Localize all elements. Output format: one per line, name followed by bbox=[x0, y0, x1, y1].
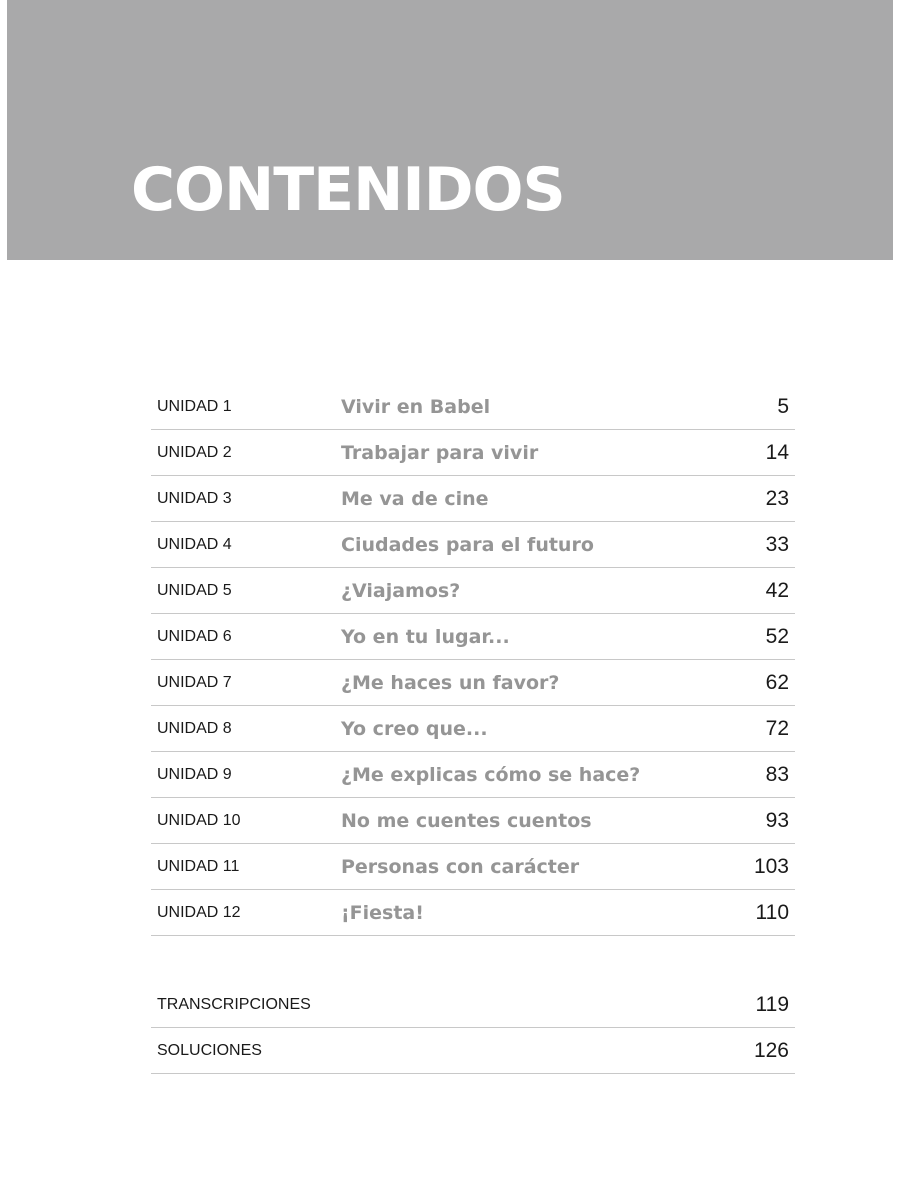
unit-title: Ciudades para el futuro bbox=[341, 534, 594, 556]
unit-title: ¿Me haces un favor? bbox=[341, 672, 560, 694]
unit-title: Vivir en Babel bbox=[341, 396, 491, 418]
toc-extras bbox=[151, 982, 795, 1074]
toc-row-unit-8[interactable] bbox=[151, 706, 795, 752]
page-number: 52 bbox=[765, 625, 789, 648]
section-label: TRANSCRIPCIONES bbox=[157, 996, 311, 1013]
page-number: 5 bbox=[777, 395, 789, 418]
toc-row-unit-7[interactable] bbox=[151, 660, 795, 706]
toc-row-unit-3[interactable] bbox=[151, 476, 795, 522]
unit-title: No me cuentes cuentos bbox=[341, 810, 592, 832]
unit-title: ¡Fiesta! bbox=[341, 902, 424, 924]
unit-label: UNIDAD 6 bbox=[157, 628, 232, 645]
section-label: SOLUCIONES bbox=[157, 1042, 262, 1059]
page-title: CONTENIDOS bbox=[131, 155, 565, 225]
page-number: 72 bbox=[765, 717, 789, 740]
toc-row-unit-10[interactable] bbox=[151, 798, 795, 844]
toc-row-soluciones[interactable] bbox=[151, 1028, 795, 1074]
page-number: 33 bbox=[765, 533, 789, 556]
unit-label: UNIDAD 8 bbox=[157, 720, 232, 737]
page-number: 93 bbox=[765, 809, 789, 832]
page-number: 126 bbox=[753, 1039, 789, 1062]
unit-label: UNIDAD 11 bbox=[157, 858, 240, 875]
page-number: 42 bbox=[765, 579, 789, 602]
unit-title: Yo en tu lugar... bbox=[341, 626, 510, 648]
toc-row-unit-1[interactable] bbox=[151, 384, 795, 430]
unit-title: Trabajar para vivir bbox=[341, 442, 539, 464]
page-number: 119 bbox=[755, 993, 789, 1016]
unit-title: Me va de cine bbox=[341, 488, 489, 510]
page-number: 110 bbox=[755, 901, 789, 924]
table-of-contents bbox=[151, 384, 795, 936]
toc-row-unit-9[interactable] bbox=[151, 752, 795, 798]
toc-row-unit-4[interactable] bbox=[151, 522, 795, 568]
unit-title: ¿Me explicas cómo se hace? bbox=[341, 764, 641, 786]
unit-label: UNIDAD 9 bbox=[157, 766, 232, 783]
unit-label: UNIDAD 3 bbox=[157, 490, 232, 507]
header-band bbox=[7, 0, 893, 260]
page-number: 62 bbox=[765, 671, 789, 694]
unit-label: UNIDAD 1 bbox=[157, 398, 232, 415]
unit-label: UNIDAD 2 bbox=[157, 444, 232, 461]
toc-row-unit-11[interactable] bbox=[151, 844, 795, 890]
toc-row-unit-2[interactable] bbox=[151, 430, 795, 476]
unit-title: Personas con carácter bbox=[341, 856, 580, 878]
toc-row-unit-6[interactable] bbox=[151, 614, 795, 660]
unit-label: UNIDAD 7 bbox=[157, 674, 232, 691]
toc-row-unit-5[interactable] bbox=[151, 568, 795, 614]
page-number: 14 bbox=[765, 441, 789, 464]
unit-label: UNIDAD 5 bbox=[157, 582, 232, 599]
unit-label: UNIDAD 4 bbox=[157, 536, 232, 553]
toc-row-unit-12[interactable] bbox=[151, 890, 795, 936]
toc-row-transcripciones[interactable] bbox=[151, 982, 795, 1028]
unit-label: UNIDAD 12 bbox=[157, 904, 241, 921]
page-number: 83 bbox=[765, 763, 789, 786]
unit-label: UNIDAD 10 bbox=[157, 812, 241, 829]
unit-title: Yo creo que... bbox=[341, 718, 488, 740]
page-number: 23 bbox=[765, 487, 789, 510]
unit-title: ¿Viajamos? bbox=[341, 580, 461, 602]
page-number: 103 bbox=[753, 855, 789, 878]
